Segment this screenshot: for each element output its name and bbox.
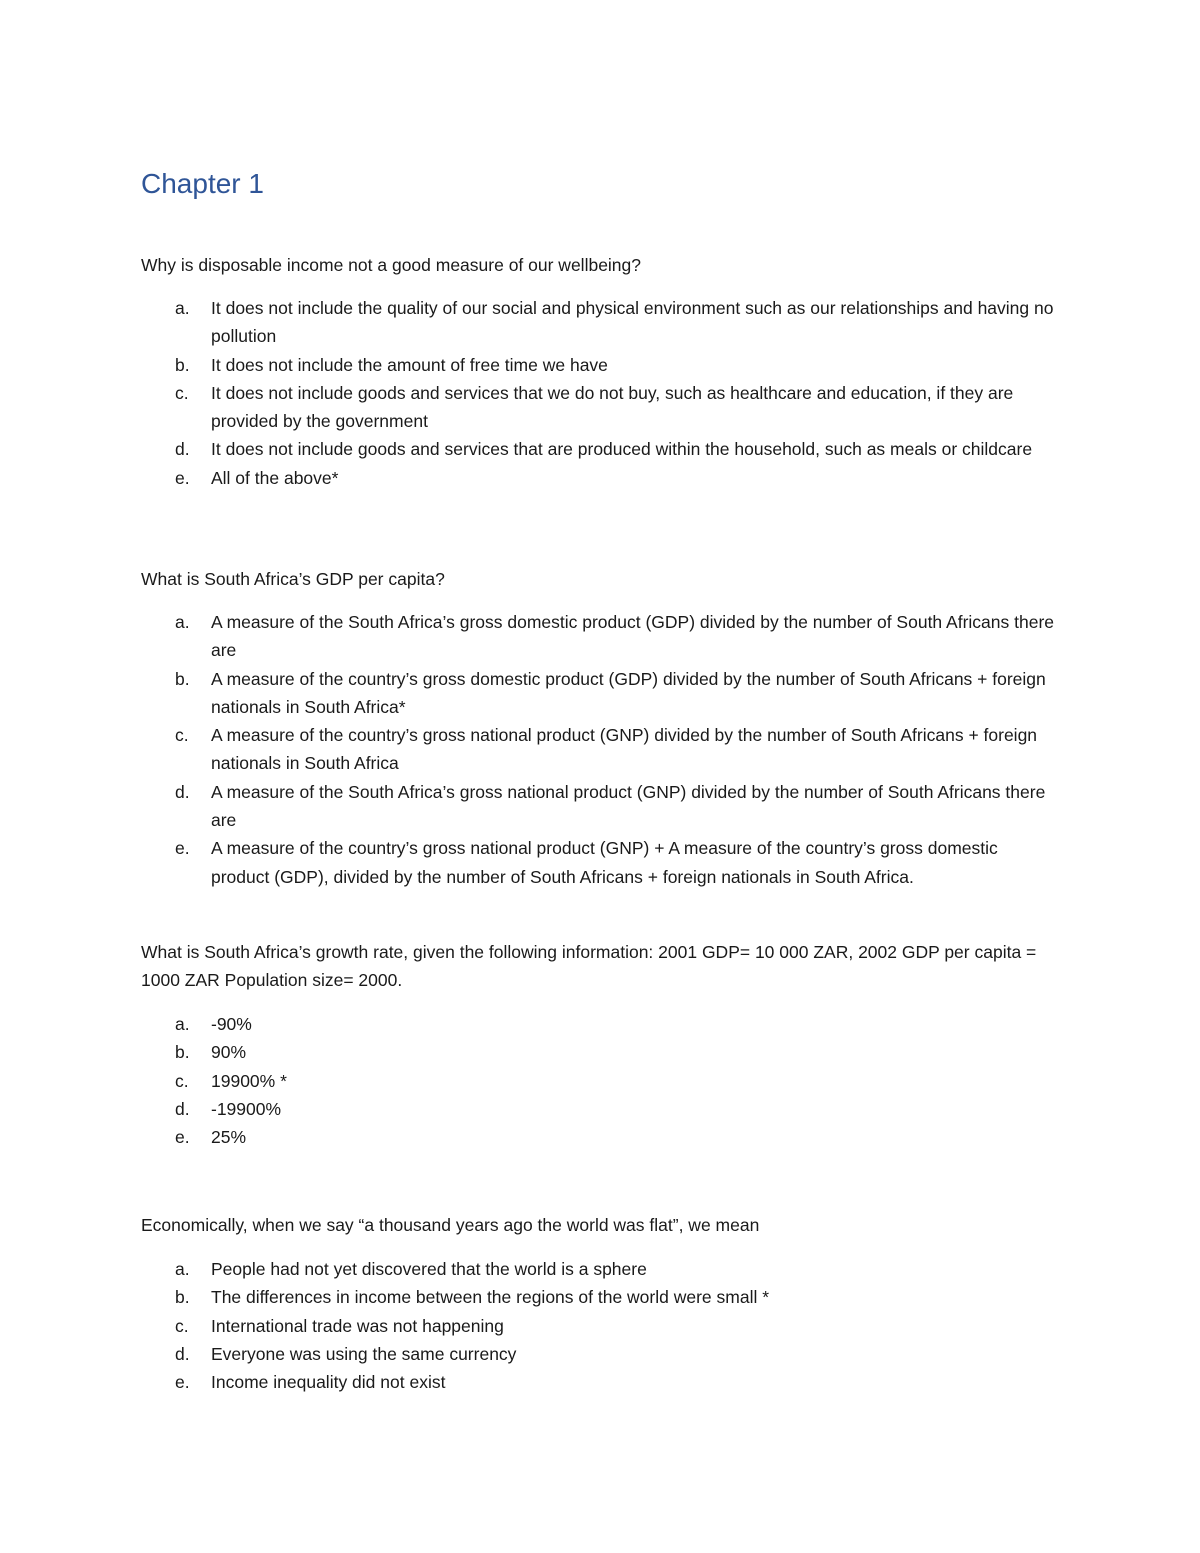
option-letter: b. [175, 1287, 190, 1308]
option-letter: a. [175, 612, 190, 632]
option-letter: d. [175, 439, 190, 460]
option-letter: c. [175, 382, 189, 403]
option-item [141, 1283, 1056, 1311]
question-2-options [141, 608, 1056, 891]
option-item [141, 608, 1056, 665]
option-letter: e. [175, 467, 190, 488]
option-text: A measure of the country’s gross domestic product (GDP) divided by the number of South Africans + foreign nationals in South Africa* [211, 668, 1046, 717]
option-text: -19900% [211, 1098, 282, 1119]
option-item [141, 1095, 1056, 1123]
option-item [141, 464, 1056, 492]
option-letter: e. [175, 1127, 190, 1148]
option-letter: a. [175, 1014, 190, 1034]
option-item [141, 435, 1056, 463]
option-text: A measure of the country’s gross national product (GNP) divided by the number of South Africans + foreign nationals in South Africa [211, 725, 1038, 774]
chapter-title: Chapter 1 [141, 168, 264, 199]
option-item [141, 1010, 1056, 1038]
option-text: Income inequality did not exist [211, 1372, 446, 1393]
option-item [141, 834, 1056, 891]
option-item [141, 1312, 1056, 1340]
option-text: International trade was not happening [211, 1315, 504, 1336]
question-3-options [141, 1010, 1056, 1151]
option-text: The differences in income between the regions of the world were small * [211, 1287, 770, 1308]
option-letter: c. [175, 725, 189, 746]
option-text: People had not yet discovered that the world is a sphere [211, 1259, 647, 1279]
option-item [141, 1255, 1056, 1283]
option-text: It does not include goods and services that are produced within the household, such as meals or childcare [211, 439, 1033, 460]
option-text: It does not include goods and services that we do not buy, such as healthcare and education, if they are provided by the government [211, 382, 1014, 432]
option-letter: b. [175, 354, 190, 375]
option-item [141, 665, 1056, 722]
option-text: A measure of the South Africa’s gross national product (GNP) divided by the number of South Africans there are [211, 781, 1046, 831]
question-1-text: Why is disposable income not a good measure of our wellbeing? [141, 255, 642, 275]
option-item [141, 721, 1056, 778]
question-4-text: Economically, when we say “a thousand years ago the world was flat”, we mean [141, 1215, 760, 1235]
option-letter: c. [175, 1315, 189, 1336]
option-text: 90% [211, 1042, 247, 1063]
option-item [141, 379, 1056, 436]
option-text: 25% [211, 1127, 247, 1148]
question-2-text: What is South Africa’s GDP per capita? [141, 569, 445, 589]
option-letter: c. [175, 1070, 189, 1091]
question-4-options [141, 1255, 1056, 1396]
option-item [141, 1038, 1056, 1066]
option-item [141, 1340, 1056, 1368]
option-letter: d. [175, 781, 190, 802]
option-text: It does not include the amount of free time we have [211, 354, 608, 375]
option-text: Everyone was using the same currency [211, 1343, 517, 1364]
option-item [141, 351, 1056, 379]
option-text: -90% [211, 1014, 252, 1034]
option-item [141, 778, 1056, 835]
option-letter: a. [175, 298, 190, 318]
option-letter: d. [175, 1098, 190, 1119]
option-text: It does not include the quality of our social and physical environment such as our relationships and having no pollution [211, 298, 1054, 347]
option-letter: e. [175, 1372, 190, 1393]
question-3-text: What is South Africa’s growth rate, given the following information: 2001 GDP= 10 000 ZAR, 2002 GDP per capita = 1000 ZAR Population size= 2000. [141, 942, 1037, 991]
option-item [141, 294, 1056, 351]
option-text: A measure of the country’s gross national product (GNP) + A measure of the country’s gross domestic product (GDP), divided by the number of South Africans + foreign nationals in South Africa. [211, 838, 998, 887]
option-text: All of the above* [211, 467, 339, 488]
question-1-options [141, 294, 1056, 492]
option-letter: a. [175, 1259, 190, 1279]
option-letter: b. [175, 1042, 190, 1063]
option-item [141, 1067, 1056, 1095]
option-letter: e. [175, 838, 190, 859]
option-letter: b. [175, 668, 190, 689]
option-text: 19900% * [211, 1070, 287, 1091]
option-item [141, 1368, 1056, 1396]
option-item [141, 1123, 1056, 1151]
option-text: A measure of the South Africa’s gross domestic product (GDP) divided by the number of South Africans there are [211, 612, 1055, 661]
option-letter: d. [175, 1343, 190, 1364]
